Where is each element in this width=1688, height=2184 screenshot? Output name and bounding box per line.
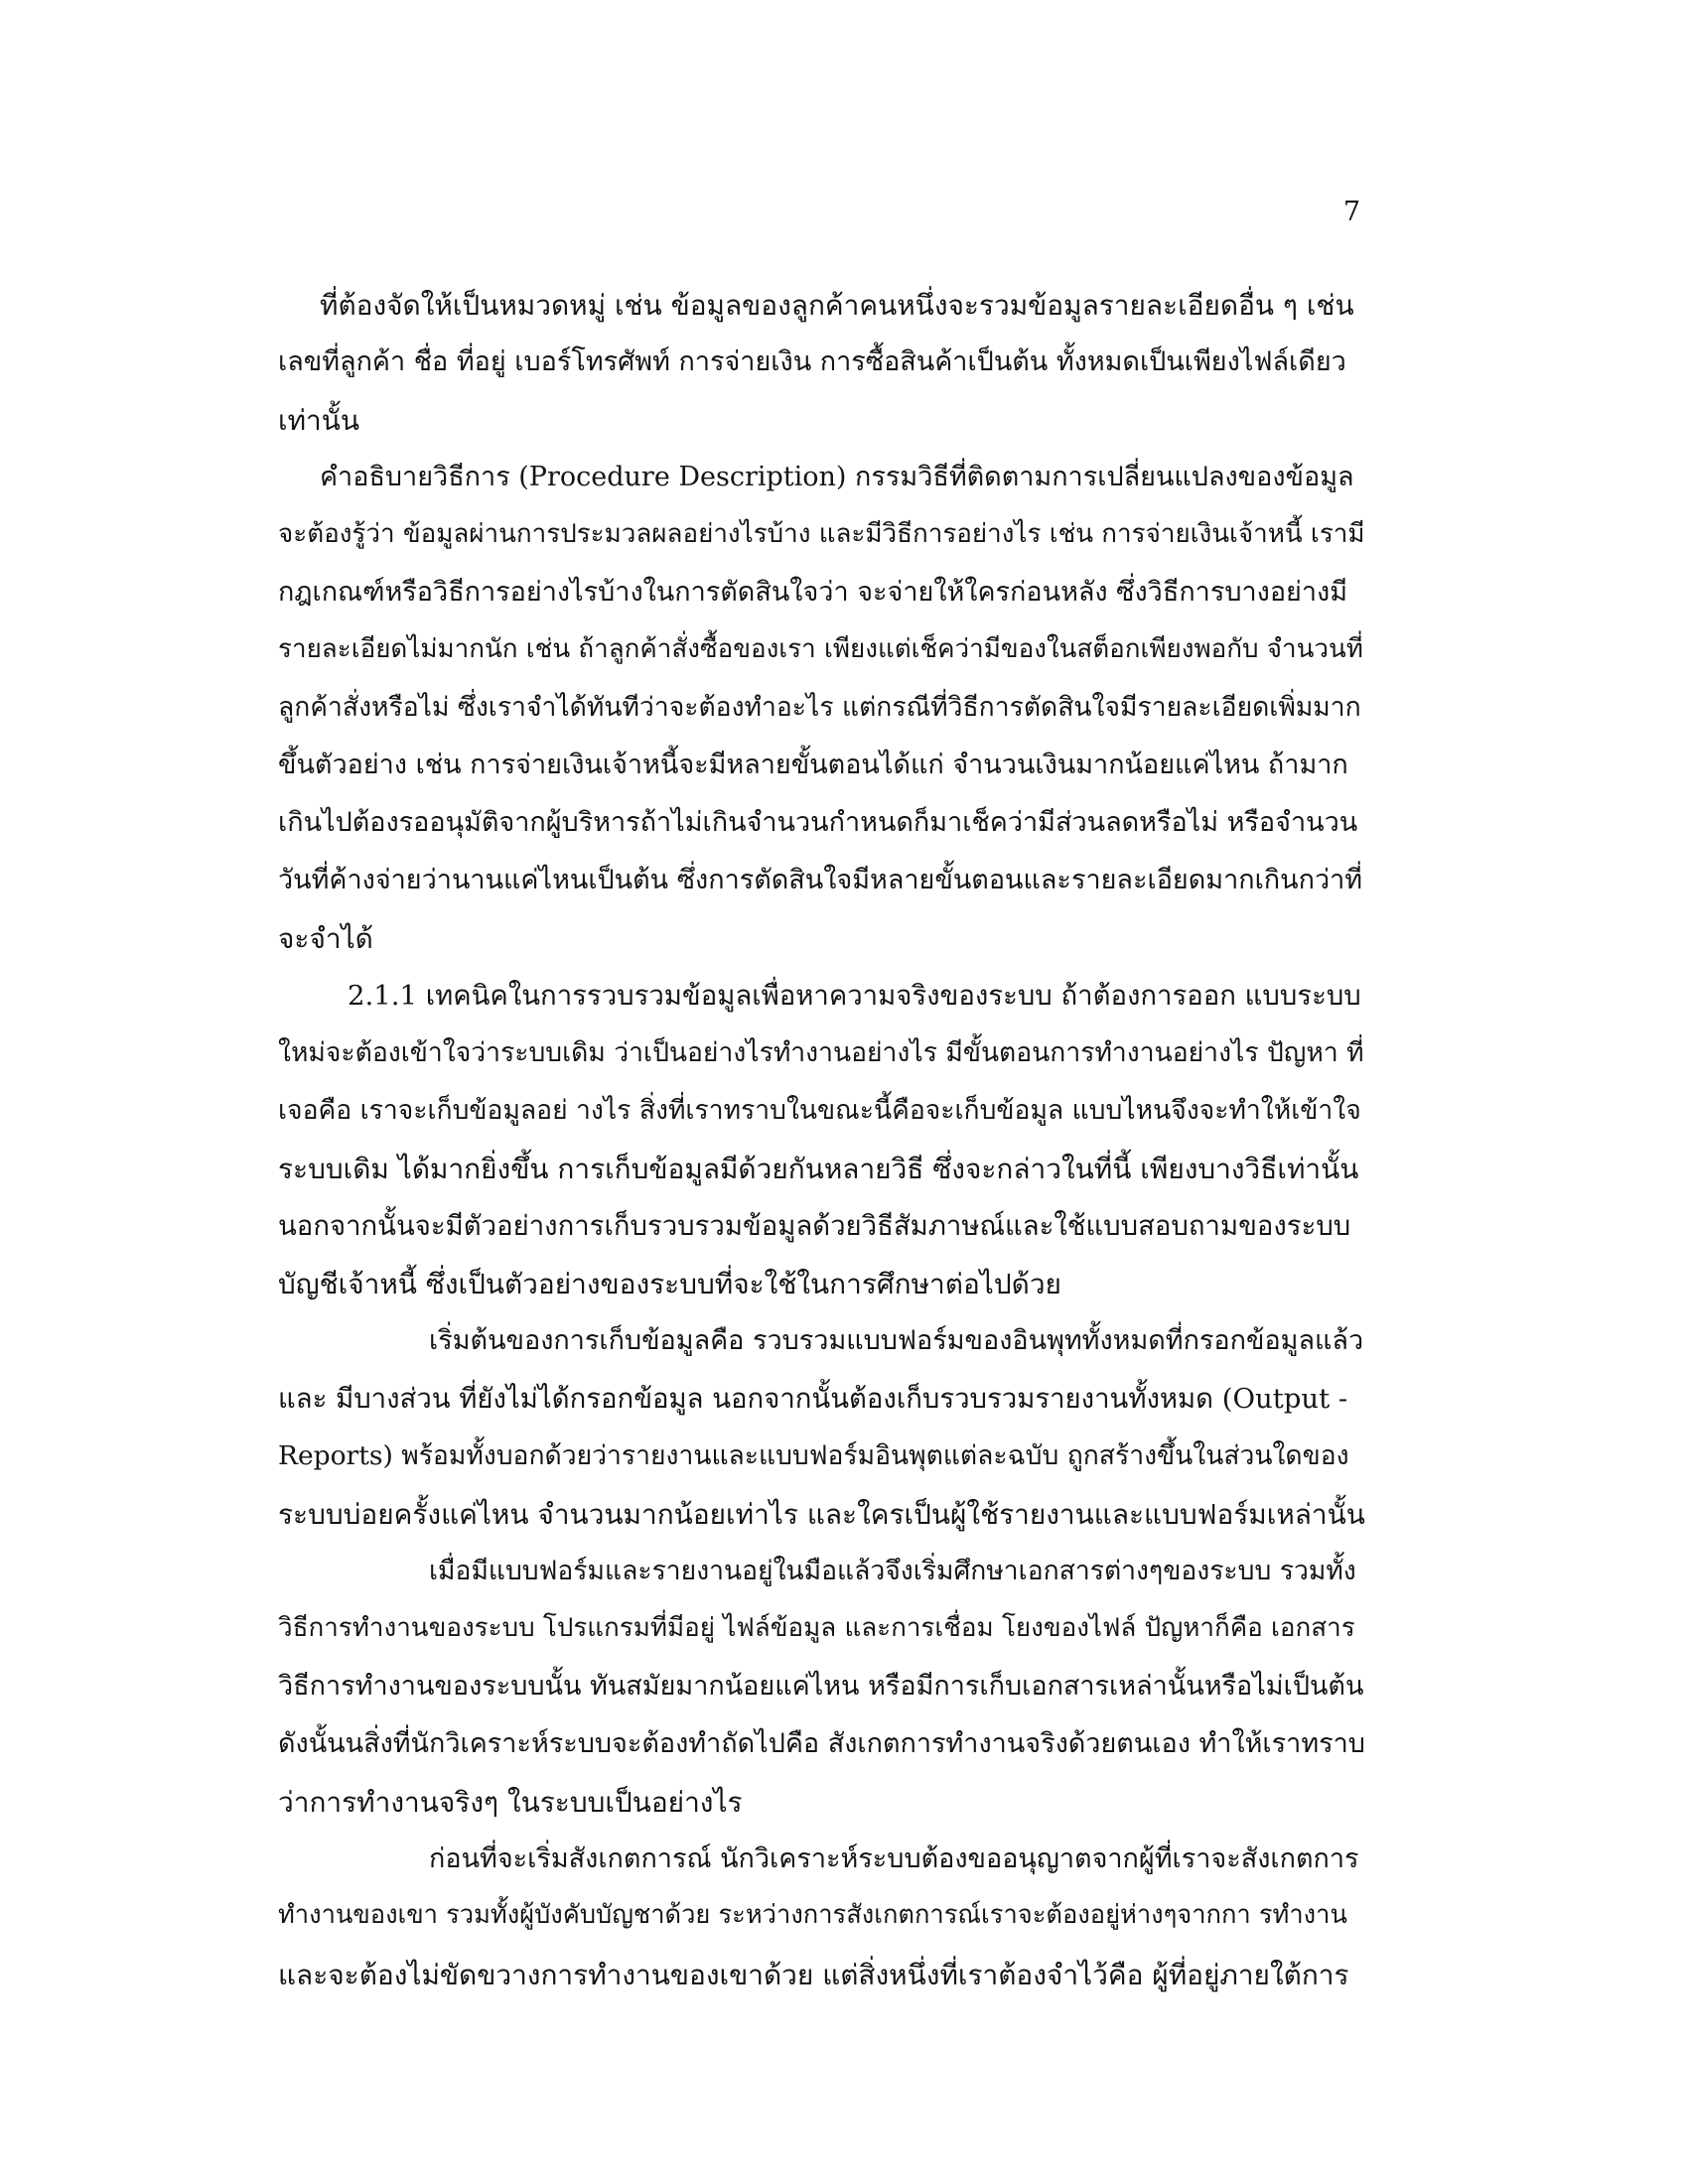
text-line: นอกจากนั้นจะมีตัวอย่างการเก็บรวบรวมข้อมูลด้วยวิธีสัมภาษณ์และใช้แบบสอบถามของระบบ: [278, 1210, 1351, 1242]
text-line: ทำงานของเขา รวมทั้งผู้บังคับบัญชาด้วย ระหว่างการสังเกตการณ์เราจะต้องอยู่ห่างๆจากกา รทำงาน: [278, 1900, 1347, 1930]
text-line: Reports) พร้อมทั้งบอกด้วยว่ารายงานและแบบฟอร์มอินพุตแต่ละฉบับ ถูกสร้างขึ้นในส่วนใดของ: [278, 1440, 1349, 1471]
text-line: และจะต้องไม่ขัดขวางการทำงานของเขาด้วย แต่สิ่งหนึ่งที่เราต้องจำไว้คือ ผู้ที่อยู่ภายใต้การ: [278, 1959, 1349, 1991]
text-line: และ มีบางส่วน ที่ยังไม่ได้กรอกข้อมูล นอกจากนั้นต้องเก็บรวบรวมรายงานทั้งหมด (Output -: [278, 1383, 1348, 1415]
text-line: วันที่ค้างจ่ายว่านานแค่ไหนเป็นต้น ซึ่งการตัดสินใจมีหลายขั้นตอนและรายละเอียดมากเกินกว่าที่: [278, 865, 1363, 895]
text-line: บัญชีเจ้าหนี้ ซึ่งเป็นตัวอย่างของระบบที่จะใช้ในการศึกษาต่อไปด้วย: [278, 1268, 1061, 1300]
text-line: คำอธิบายวิธีการ (Procedure Description) กรรมวิธีที่ติดตามการเปลี่ยนแปลงของข้อมูล: [320, 462, 1354, 492]
text-line: เริ่มต้นของการเก็บข้อมูลคือ รวบรวมแบบฟอร์มของอินพุททั้งหมดที่กรอกข้อมูลแล้ว: [429, 1325, 1364, 1356]
text-line: ระบบบ่อยครั้งแค่ไหน จำนวนมากน้อยเท่าไร และใครเป็นผู้ใช้รายงานและแบบฟอร์มเหล่านั้น: [278, 1498, 1365, 1531]
text-line: จะจำได้: [278, 922, 373, 955]
text-line: ก่อนที่จะเริ่มสังเกตการณ์ นักวิเคราะห์ระบบต้องขออนุญาตจากผู้ที่เราจะสังเกตการ: [429, 1843, 1359, 1874]
text-line: 2.1.1 เทคนิคในการรวบรวมข้อมูลเพื่อหาความจริงของระบบ ถ้าต้องการออก แบบระบบ: [348, 980, 1361, 1012]
text-line: เจอคือ เราจะเก็บข้อมูลอย่ างไร สิ่งที่เราทราบในขณะนี้คือจะเก็บข้อมูล แบบไหนจึงจะทำให้เข้าใจ: [278, 1095, 1361, 1126]
text-line: เท่านั้น: [278, 404, 360, 437]
page-number: 7: [1342, 197, 1360, 227]
text-line: จะต้องรู้ว่า ข้อมูลผ่านการประมวลผลอย่างไรบ้าง และมีวิธีการอย่างไร เช่น การจ่ายเงินเจ้าหนี้ เรามี: [278, 519, 1365, 549]
text-line: เลขที่ลูกค้า ชื่อ ที่อยู่ เบอร์โทรศัพท์ การจ่ายเงิน การซื้อสินค้าเป็นต้น ทั้งหมดเป็นเพียงไฟล์เดียว: [278, 346, 1346, 377]
text-line: วิธีการทำงานของระบบ โปรแกรมที่มีอยู่ ไฟล์ข้อมูล และการเชื่อม โยงของไฟล์ ปัญหาก็คือ เอกสาร: [278, 1613, 1355, 1643]
text-line: ใหม่จะต้องเข้าใจว่าระบบเดิม ว่าเป็นอย่างไรทำงานอย่างไร มีขั้นตอนการทำงานอย่างไร ปัญหา ที่: [278, 1037, 1364, 1068]
text-line: ว่าการทำงานจริงๆ ในระบบเป็นอย่างไร: [278, 1786, 743, 1819]
text-line: วิธีการทำงานของระบบนั้น ทันสมัยมากน้อยแค่ไหน หรือมีการเก็บเอกสารเหล่านั้นหรือไม่เป็นต้น: [278, 1671, 1364, 1702]
text-line: ระบบเดิม ได้มากยิ่งขึ้น การเก็บข้อมูลมีด้วยกันหลายวิธี ซึ่งจะกล่าวในที่นี้ เพียงบางวิธีเท่านั้น: [278, 1153, 1359, 1185]
text-line: ที่ต้องจัดให้เป็นหมวดหมู่ เช่น ข้อมูลของลูกค้าคนหนึ่งจะรวมข้อมูลรายละเอียดอื่น ๆ เช่น: [320, 289, 1354, 322]
text-line: กฎเกณฑ์หรือวิธีการอย่างไรบ้างในการตัดสินใจว่า จะจ่ายให้ใครก่อนหลัง ซึ่งวิธีการบางอย่างมี: [278, 577, 1347, 608]
text-line: ดังนั้นนสิ่งที่นักวิเคราะห์ระบบจะต้องทำถัดไปคือ สังเกตการทำงานจริงด้วยตนเอง ทำให้เราทราบ: [278, 1728, 1365, 1759]
text-line: รายละเอียดไม่มากนัก เช่น ถ้าลูกค้าสั่งซื้อของเรา เพียงแต่เช็คว่ามีของในสต็อกเพียงพอกับ จำนวนที่: [278, 634, 1363, 664]
text-line: เกินไปต้องรออนุมัติจากผู้บริหารถ้าไม่เกินจำนวนกำหนดก็มาเช็คว่ามีส่วนลดหรือไม่ หรือจำนวน: [278, 807, 1358, 838]
text-line: เมื่อมีแบบฟอร์มและรายงานอยู่ในมือแล้วจึงเริ่มศึกษาเอกสารต่างๆของระบบ รวมทั้ง: [429, 1556, 1356, 1586]
text-line: ลูกค้าสั่งหรือไม่ ซึ่งเราจำได้ทันทีว่าจะต้องทำอะไร แต่กรณีที่วิธีการตัดสินใจมีรายละเอียดเพิ่มมาก: [278, 692, 1361, 723]
text-line: ขึ้นตัวอย่าง เช่น การจ่ายเงินเจ้าหนี้จะมีหลายขั้นตอนได้แก่ จำนวนเงินมากน้อยแค่ไหน ถ้ามาก: [278, 750, 1348, 780]
